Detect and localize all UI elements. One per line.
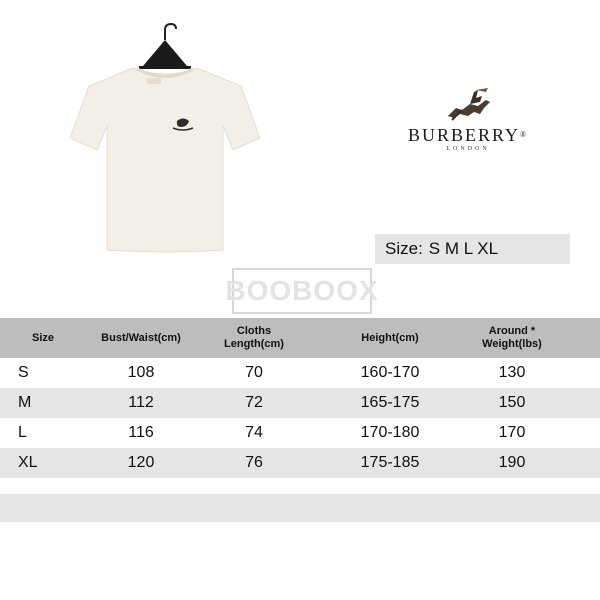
cell-size: S <box>18 364 29 381</box>
hanger-icon <box>139 24 191 69</box>
tshirt-image <box>55 22 275 262</box>
cell-height: 160-170 <box>360 364 420 381</box>
cell-length: 74 <box>245 424 263 441</box>
cell-bust-waist: 116 <box>128 424 154 441</box>
cell-height: 170-180 <box>360 424 420 441</box>
cell-weight: 150 <box>498 394 526 411</box>
cell-size: M <box>18 394 32 411</box>
table-row <box>0 418 600 448</box>
equestrian-knight-icon <box>440 86 496 122</box>
brand-name: BURBERRY® <box>407 125 529 145</box>
cell-length: 72 <box>245 394 263 411</box>
header-height: Height(cm) <box>361 331 419 344</box>
cell-length: 70 <box>245 364 263 381</box>
cell-size: L <box>18 424 27 441</box>
cell-bust-waist: 108 <box>127 364 155 381</box>
watermark: BOOBOOX <box>232 268 372 314</box>
header-weight: Around * Weight(lbs) <box>482 325 542 350</box>
burberry-logo <box>398 86 538 156</box>
size-values: S M L XL <box>428 239 499 258</box>
cell-bust-waist: 112 <box>128 394 154 411</box>
size-availability <box>375 234 570 264</box>
footer-band <box>0 494 600 522</box>
size-label: Size: <box>385 239 423 258</box>
cell-length: 76 <box>245 454 263 471</box>
table-row <box>0 358 600 388</box>
table-header-row <box>0 318 600 358</box>
size-chart-table <box>0 318 600 478</box>
cell-weight: 130 <box>498 364 526 381</box>
cell-size: XL <box>18 454 38 471</box>
cell-bust-waist: 120 <box>127 454 155 471</box>
cell-weight: 190 <box>498 454 526 471</box>
table-row <box>0 388 600 418</box>
header-length: Cloths Length(cm) <box>224 325 284 350</box>
cell-weight: 170 <box>498 424 526 441</box>
header-bust-waist: Bust/Waist(cm) <box>101 331 181 344</box>
table-row <box>0 448 600 478</box>
brand-city: LONDON <box>446 146 490 152</box>
cell-height: 175-185 <box>360 454 420 471</box>
header-size: Size <box>31 331 54 344</box>
cell-height: 165-175 <box>360 394 420 411</box>
